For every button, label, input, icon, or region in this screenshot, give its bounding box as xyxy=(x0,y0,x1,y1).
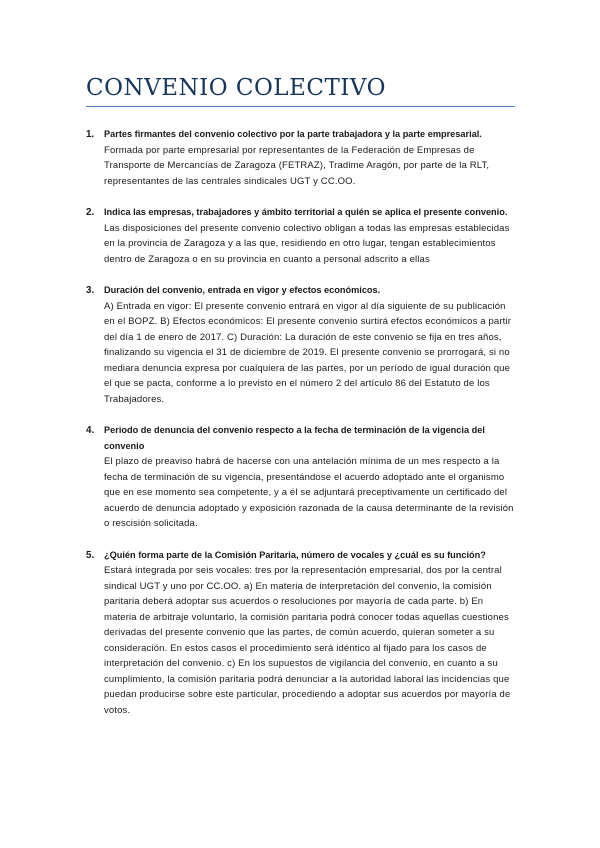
item-heading: Periodo de denuncia del convenio respecto a la fecha de terminación de la vigencia del convenio xyxy=(104,425,485,451)
list-item xyxy=(86,283,518,407)
title-underline xyxy=(86,106,515,107)
item-heading: Duración del convenio, entrada en vigor y efectos económicos. xyxy=(104,285,381,295)
item-heading: ¿Quién forma parte de la Comisión Paritaria, número de vocales y ¿cuál es su función? xyxy=(104,549,486,560)
list-item xyxy=(86,205,518,267)
page-title: CONVENIO COLECTIVO xyxy=(86,75,386,101)
item-heading: Partes firmantes del convenio colectivo por la parte trabajadora y la parte empresarial. xyxy=(104,129,482,139)
item-body: Las disposiciones del presente convenio colectivo obligan a todas las empresas establecidas en la provincia de Zaragoza y a las que, residiendo en otro lugar, tengan establecimientos dentro de Zaragoza o en su provincia en cuanto a personal adscrito a ellas xyxy=(104,222,510,265)
item-body: El plazo de preaviso habrá de hacerse con una antelación mínima de un mes respecto a la fecha de terminación de su vigencia, presentándose el acuerdo adoptado ante el organismo que en ese momento sea competente, y a él se adjuntará preceptivamente un certificado del acuerdo de denuncia adoptado y exposición razonada de la causa determinante de la revisión o rescisión solicitada. xyxy=(104,456,514,529)
item-number: 3. xyxy=(86,285,95,296)
item-body: Estará integrada por seis vocales: tres por la representación empresarial, dos por la central sindical UGT y uno por CC.OO. a) En materia de interpretación del convenio, la comisión paritaria deberá adoptar sus acuerdos o resoluciones por mayoría de cada parte. b) En materia de arbitraje voluntario, la comisión paritaria podrá conocer todas aquellas cuestiones derivadas del presente convenio que las partes, de común acuerdo, quieran someter a su consideración. En estos casos el procedimiento será idéntico al fijado para los casos de interpretación del convenio. c) En los supuestos de vigilancia del convenio, en cuanto a su cumplimiento, la comisión paritaria podrá denunciar a la autoridad laboral las incidencias que puedan producirse sobre este particular, procediendo a adoptar sus acuerdos por mayoría de votos. xyxy=(104,565,511,716)
item-number: 1. xyxy=(86,129,95,140)
list-item xyxy=(86,127,518,189)
item-number: 4. xyxy=(86,425,95,436)
item-heading: Indica las empresas, trabajadores y ámbito territorial a quién se aplica el presente convenio. xyxy=(104,207,508,217)
item-number: 5. xyxy=(86,549,95,561)
item-body: Formada por parte empresarial por representantes de la Federación de Empresas de Transporte de Mercancías de Zaragoza (FETRAZ), Tradime Aragón, por parte de la RLT, representantes de las centrales sindicales UGT y CC.OO. xyxy=(104,144,490,187)
item-body: A) Entrada en vigor: El presente convenio entrará en vigor al día siguiente de su publicación en el BOPZ. B) Efectos económicos: El presente convenio surtirá efectos económicos a partir del día 1 de enero de 2017. C) Duración: La duración de este convenio se fija en tres años, finalizando su vigencia el 31 de diciembre de 2019. El presente convenio se prorrogará, si no mediara denuncia expresa por cualquiera de las partes, por un período de igual duración que el que se pacta, conforme a lo previsto en el número 2 del artículo 86 del Estatuto de los Trabajadores. xyxy=(104,300,512,405)
list-item xyxy=(86,423,518,532)
list-item xyxy=(86,548,518,719)
section-list xyxy=(86,127,518,734)
item-number: 2. xyxy=(86,207,95,218)
